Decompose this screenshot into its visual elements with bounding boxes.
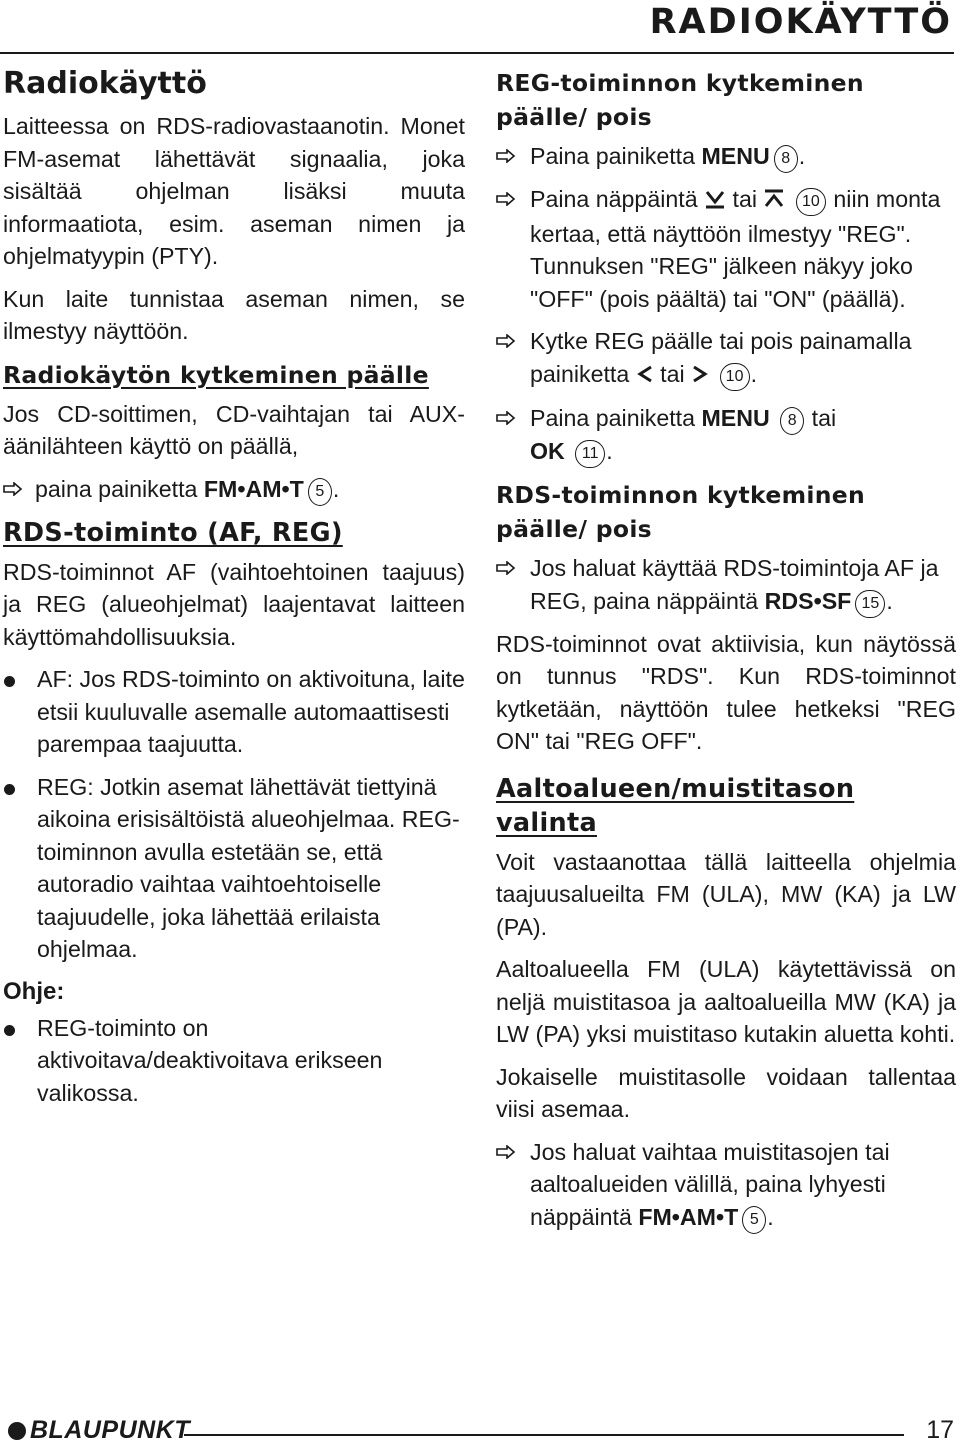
intro-paragraph-2: Kun laite tunnistaa aseman nimen, se ilmestyy näyttöön. <box>3 285 465 344</box>
instruction-step: Paina painiketta MENU 8 . <box>496 140 956 173</box>
bullet-item: REG-toiminto on aktivoitava/deaktivoitava erikseen valikossa. <box>3 1012 465 1110</box>
key-number-badge: 8 <box>774 145 798 173</box>
key-number-badge: 5 <box>742 1206 766 1234</box>
rds-active-text: RDS-toiminnot ovat aktiivisia, kun näytössä on tunnus "RDS". Kun RDS-toiminnot kytketään, näyttöön tulee hetkeksi "REG ON" tai "REG OFF". <box>496 630 956 754</box>
band-paragraph-2: Aaltoalueella FM (ULA) käytettävissä on neljä muistitasoa ja aaltoalueilla MW (KA) ja LW (PA) yksi muistitaso kutakin aluetta kohti. <box>496 956 956 1047</box>
arrow-step-icon <box>496 552 526 584</box>
right-column <box>496 60 956 1244</box>
page-header <box>0 0 954 54</box>
page-footer <box>0 1398 960 1446</box>
intro-paragraph: Laitteessa on RDS-radiovastaanotin. Monet FM-asemat lähettävät signaalia, joka sisältää ohjelman lisäksi muuta informaatiota, esim. aseman nimen ja ohjelmatyypin (PTY). <box>3 113 465 269</box>
left-column <box>3 60 465 1119</box>
key-menu: MENU <box>701 405 770 431</box>
instruction-step: Paina painiketta MENU 8 tai OK 11 . <box>496 402 956 468</box>
bullet-icon <box>4 784 15 795</box>
key-rds-sf: RDS•SF <box>764 587 852 614</box>
arrow-down-key-icon <box>704 185 726 218</box>
key-number-badge: 8 <box>780 407 804 435</box>
key-ok: OK <box>530 438 565 464</box>
arrow-step-icon <box>496 140 526 172</box>
key-number-badge: 15 <box>855 590 885 618</box>
heading-reg: REG-toiminnon kytkeminen päälle/ pois <box>496 69 864 131</box>
bullet-icon <box>4 676 15 687</box>
arrow-up-key-icon <box>763 185 785 218</box>
heading-band: Aaltoalueen/muistitason valinta <box>496 773 855 838</box>
instruction-step: Jos haluat käyttää RDS-toimintoja AF ja REG, paina näppäintä RDS•SF 15 . <box>496 552 956 618</box>
brand-logo-text: BLAUPUNKT <box>30 1416 191 1444</box>
key-fm-am-t: FM•AM•T <box>638 1203 739 1230</box>
key-number-badge: 5 <box>308 478 332 506</box>
brand-logo-icon <box>8 1422 26 1440</box>
key-menu: MENU <box>701 143 770 169</box>
arrow-step-icon <box>496 183 526 215</box>
arrow-right-key-icon <box>691 360 709 393</box>
arrow-step-icon <box>496 402 526 434</box>
key-fm-am-t: FM•AM•T <box>203 475 304 502</box>
rds-text: RDS-toiminnot AF (vaihtoehtoinen taajuus) ja REG (alueohjelmat) laajentavat laitteen käyttömahdollisuuksia. <box>3 558 465 650</box>
instruction-step: Jos haluat vaihtaa muistitasojen tai aaltoalueiden välillä, paina lyhyesti näppäintä FM•AM•T 5 . <box>496 1136 956 1234</box>
bullet-item: REG: Jotkin asemat lähettävät tiettyinä aikoina erisisältöistä alueohjelmaa. REG-toiminnon avulla estetään se, että autoradio vaihtaa vaihtoehtoiselle taajuudelle, joka lähettää erilaista ohjelmaa. <box>3 771 465 966</box>
key-number-badge: 10 <box>720 363 750 391</box>
instruction-step: Paina näppäintä tai 10 niin monta kertaa, että näyttöön ilmestyy "REG". Tunnuksen "REG" jälkeen näkyy joko "OFF" (pois päältä) tai "ON" (päällä). <box>496 183 956 315</box>
bullet-item: AF: Jos RDS-toiminto on aktivoituna, laite etsii kuuluvalle asemalle automaattisesti parempaa taajuutta. <box>3 663 465 761</box>
key-number-badge: 11 <box>575 440 605 468</box>
footer-divider <box>184 1434 904 1436</box>
heading-rds-on: RDS-toiminnon kytkeminen päälle/ pois <box>496 481 866 543</box>
band-paragraph-1: Voit vastaanottaa tällä laitteella ohjelmia taajuusalueilta FM (ULA), MW (KA) ja LW (PA). <box>496 848 956 940</box>
heading-rds: RDS-toiminto (AF, REG) <box>3 517 343 548</box>
note-heading: Ohje: <box>3 977 65 1005</box>
radio-on-text: Jos CD-soittimen, CD-vaihtajan tai AUX-äänilähteen käyttö on päällä, <box>3 400 465 459</box>
heading-radio-on: Radiokäytön kytkeminen päälle <box>3 360 429 389</box>
key-number-badge: 10 <box>796 188 826 216</box>
band-paragraph-3: Jokaiselle muistitasolle voidaan tallentaa viisi asemaa. <box>496 1063 956 1122</box>
bullet-icon <box>4 1025 15 1036</box>
section-title: Radiokäyttö <box>3 66 207 101</box>
instruction-step: Kytke REG päälle tai pois painamalla painiketta tai 10 . <box>496 325 956 392</box>
arrow-step-icon <box>496 1136 526 1168</box>
page-number: 17 <box>926 1416 954 1444</box>
arrow-step-icon <box>3 473 33 505</box>
instruction-step: paina painiketta FM•AM•T 5 . <box>3 473 465 506</box>
arrow-step-icon <box>496 325 526 357</box>
arrow-left-key-icon <box>636 360 654 393</box>
header-title: RADIOKÄYTTÖ <box>649 2 952 42</box>
